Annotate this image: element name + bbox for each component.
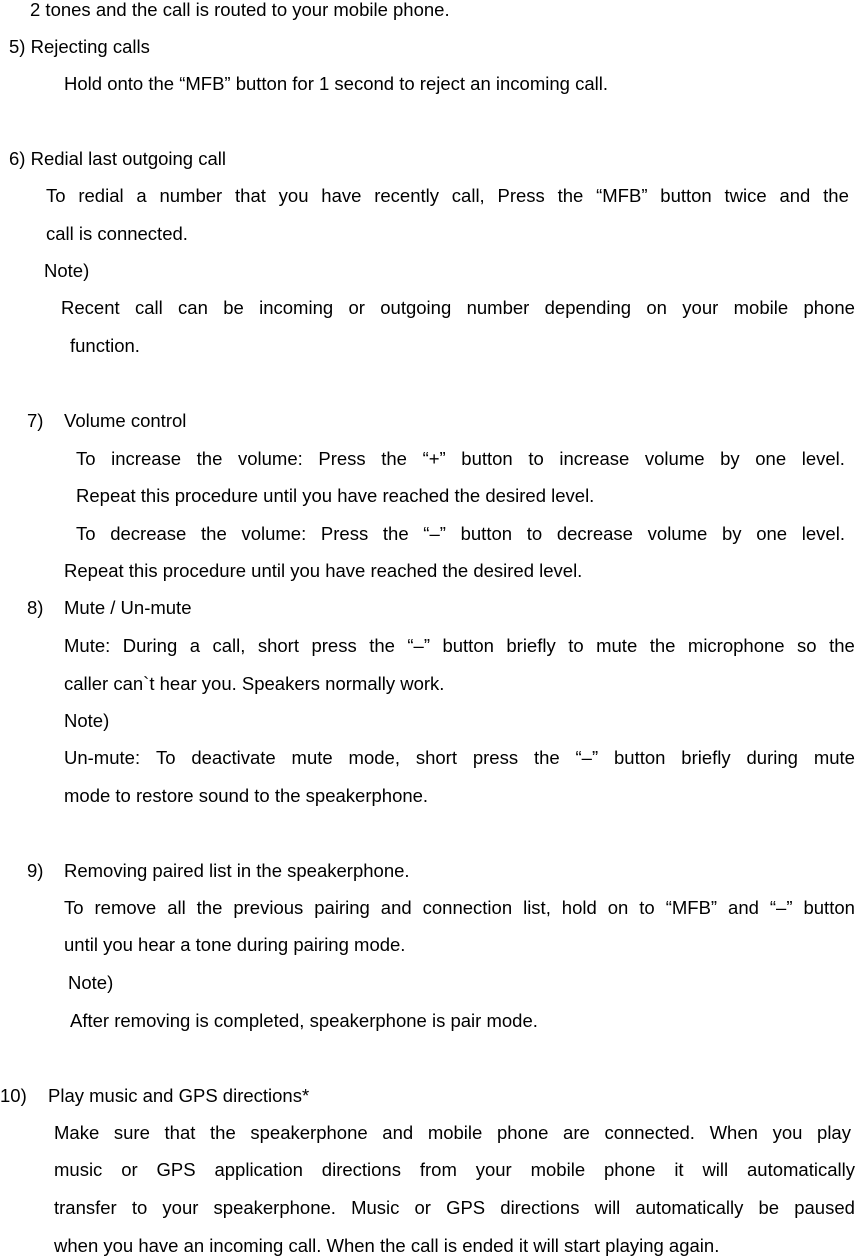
- word: number: [159, 185, 223, 206]
- word: “+”: [422, 448, 446, 469]
- word: Mute:: [64, 635, 111, 656]
- word: mute: [596, 635, 638, 656]
- word: the: [533, 747, 560, 768]
- word: your: [162, 1197, 199, 1218]
- word: GPS: [156, 1159, 196, 1180]
- word: pairing: [314, 897, 370, 918]
- section-10-line-3: [54, 1199, 855, 1218]
- word: the: [381, 448, 407, 469]
- word: decrease: [110, 523, 187, 544]
- word: your: [682, 297, 719, 318]
- word: remove: [94, 897, 157, 918]
- word: short: [415, 747, 457, 768]
- word: “–”: [769, 897, 793, 918]
- word: redial: [78, 185, 124, 206]
- word: a: [189, 635, 201, 656]
- word: directions: [321, 1159, 401, 1180]
- section-9-line-2: until you hear a tone during pairing mode.: [64, 934, 406, 955]
- word: on: [607, 897, 629, 918]
- word: by: [720, 448, 740, 469]
- section-6-note-label: Note): [44, 260, 90, 281]
- section-8-line-4: mode to restore sound to the speakerphone.: [64, 785, 429, 806]
- section-10-line-2: [54, 1161, 855, 1180]
- word: and: [380, 897, 412, 918]
- section-6-note-line-2: function.: [70, 335, 140, 356]
- section-8-line-2: caller can`t hear you. Speakers normally work.: [64, 673, 445, 694]
- section-6-note-line-1: [61, 299, 855, 318]
- section-7-line-3: [76, 525, 845, 544]
- word: to: [568, 635, 584, 656]
- word: To: [76, 448, 96, 469]
- word: list,: [523, 897, 551, 918]
- section-10-heading: Play music and GPS directions*: [48, 1085, 310, 1106]
- word: mode,: [348, 747, 400, 768]
- word: a: [136, 185, 147, 206]
- word: mobile: [733, 297, 789, 318]
- word: press: [472, 747, 519, 768]
- word: mute: [291, 747, 333, 768]
- word: increase: [111, 448, 182, 469]
- word: To: [76, 523, 96, 544]
- section-9-heading: Removing paired list in the speakerphone.: [64, 860, 410, 881]
- word: from: [419, 1159, 457, 1180]
- word: briefly: [506, 635, 556, 656]
- word: hold: [561, 897, 597, 918]
- word: that: [164, 1122, 196, 1143]
- word: increase: [559, 448, 630, 469]
- word: sure: [113, 1122, 150, 1143]
- word: press: [311, 635, 357, 656]
- word: microphone: [687, 635, 785, 656]
- word: the: [557, 185, 584, 206]
- section-8-note-label: Note): [64, 710, 110, 731]
- word: To: [46, 185, 66, 206]
- word: speakerphone: [250, 1122, 368, 1143]
- word: to: [639, 897, 655, 918]
- word: you: [278, 185, 309, 206]
- section-7-number: 7): [27, 410, 44, 431]
- section-10-line-4: when you have an incoming call. When the call is ended it will start playing again.: [54, 1235, 720, 1256]
- word: music: [54, 1159, 103, 1180]
- section-10-line-1: [54, 1124, 851, 1143]
- word: “MFB”: [665, 897, 718, 918]
- word: or: [348, 297, 365, 318]
- word: call: [134, 297, 163, 318]
- word: be: [758, 1197, 780, 1218]
- word: Press: [320, 523, 369, 544]
- section-9-number: 9): [27, 860, 44, 881]
- section-6-body-line-2: call is connected.: [46, 223, 188, 244]
- word: “–”: [407, 635, 430, 656]
- word: mobile: [530, 1159, 586, 1180]
- section-5-body: Hold onto the “MFB” button for 1 second to reject an incoming call.: [64, 73, 608, 94]
- word: that: [235, 185, 266, 206]
- word: short: [257, 635, 299, 656]
- word: the: [823, 185, 849, 206]
- word: decrease: [556, 523, 633, 544]
- word: on: [646, 297, 667, 318]
- section-9-note-label: Note): [68, 972, 114, 993]
- word: level.: [801, 523, 845, 544]
- word: Make: [54, 1122, 100, 1143]
- word: be: [223, 297, 244, 318]
- word: To: [155, 747, 176, 768]
- word: the: [369, 635, 395, 656]
- word: and: [728, 897, 759, 918]
- word: “–”: [423, 523, 446, 544]
- word: GPS: [446, 1197, 486, 1218]
- section-8-line-3: [64, 749, 855, 768]
- word: button: [460, 523, 513, 544]
- word: the: [196, 448, 223, 469]
- word: deactivate: [191, 747, 276, 768]
- word: button: [461, 448, 513, 469]
- word: one: [756, 523, 788, 544]
- word: outgoing: [380, 297, 452, 318]
- word: automatically: [635, 1197, 744, 1218]
- word: to: [528, 448, 544, 469]
- word: all: [167, 897, 186, 918]
- word: your: [475, 1159, 512, 1180]
- word: the: [382, 523, 409, 544]
- word: Music: [351, 1197, 400, 1218]
- word: phone: [496, 1122, 549, 1143]
- word: will: [594, 1197, 621, 1218]
- word: number: [466, 297, 530, 318]
- word: phone: [603, 1159, 656, 1180]
- section-9-note-line-1: After removing is completed, speakerphone is pair mode.: [70, 1010, 538, 1031]
- section-7-line-1: [76, 450, 845, 469]
- word: Press: [318, 448, 366, 469]
- section-9-line-1: [64, 899, 855, 918]
- word: to: [526, 523, 543, 544]
- word: the: [649, 635, 676, 656]
- word: volume:: [237, 448, 303, 469]
- word: so: [797, 635, 817, 656]
- word: volume: [647, 523, 708, 544]
- word: connected.: [604, 1122, 695, 1143]
- word: paused: [794, 1197, 855, 1218]
- word: phone: [803, 297, 855, 318]
- section-10-number: 10): [0, 1085, 27, 1106]
- section-5-heading: 5) Rejecting calls: [9, 36, 150, 57]
- word: connection: [422, 897, 513, 918]
- word: “–”: [575, 747, 599, 768]
- word: are: [563, 1122, 590, 1143]
- word: or: [414, 1197, 431, 1218]
- word: mute: [813, 747, 855, 768]
- word: application: [214, 1159, 303, 1180]
- word: the: [829, 635, 855, 656]
- word: have: [321, 185, 362, 206]
- word: one: [755, 448, 787, 469]
- word: or: [121, 1159, 138, 1180]
- word: you: [772, 1122, 803, 1143]
- section-7-heading: Volume control: [64, 410, 187, 431]
- word: Recent: [61, 297, 120, 318]
- word: transfer: [54, 1197, 117, 1218]
- word: mobile: [427, 1122, 483, 1143]
- word: automatically: [747, 1159, 855, 1180]
- word: it: [674, 1159, 684, 1180]
- word: the: [210, 1122, 236, 1143]
- word: button: [442, 635, 494, 656]
- word: button: [660, 185, 712, 206]
- section-7-line-4: Repeat this procedure until you have reached the desired level.: [64, 560, 583, 581]
- word: volume: [644, 448, 705, 469]
- word: “MFB”: [596, 185, 648, 206]
- word: button: [803, 897, 855, 918]
- section-8-heading: Mute / Un-mute: [64, 597, 192, 618]
- word: during: [746, 747, 798, 768]
- word: Un-mute:: [64, 747, 141, 768]
- word: will: [702, 1159, 729, 1180]
- word: directions: [500, 1197, 580, 1218]
- word: the: [201, 523, 227, 544]
- section-6-heading: 6) Redial last outgoing call: [9, 148, 226, 169]
- word: speakerphone.: [213, 1197, 336, 1218]
- word: incoming: [259, 297, 334, 318]
- word: level.: [801, 448, 845, 469]
- word: briefly: [681, 747, 731, 768]
- word: depending: [544, 297, 632, 318]
- word: call,: [212, 635, 246, 656]
- word: and: [779, 185, 811, 206]
- word: by: [721, 523, 742, 544]
- word: twice: [724, 185, 767, 206]
- word: During: [122, 635, 178, 656]
- word: previous: [233, 897, 304, 918]
- word: play: [817, 1122, 851, 1143]
- word: volume:: [241, 523, 307, 544]
- word: the: [196, 897, 223, 918]
- word: To: [64, 897, 84, 918]
- continuation-line: 2 tones and the call is routed to your mobile phone.: [30, 0, 450, 20]
- word: call,: [451, 185, 485, 206]
- section-6-body-line-1: [46, 187, 849, 206]
- word: recently: [374, 185, 439, 206]
- section-7-line-2: Repeat this procedure until you have reached the desired level.: [76, 485, 595, 506]
- section-8-line-1: [64, 637, 855, 656]
- word: When: [709, 1122, 758, 1143]
- word: button: [614, 747, 666, 768]
- word: can: [178, 297, 208, 318]
- word: and: [382, 1122, 414, 1143]
- word: Press: [497, 185, 545, 206]
- section-8-number: 8): [27, 597, 44, 618]
- word: to: [131, 1197, 148, 1218]
